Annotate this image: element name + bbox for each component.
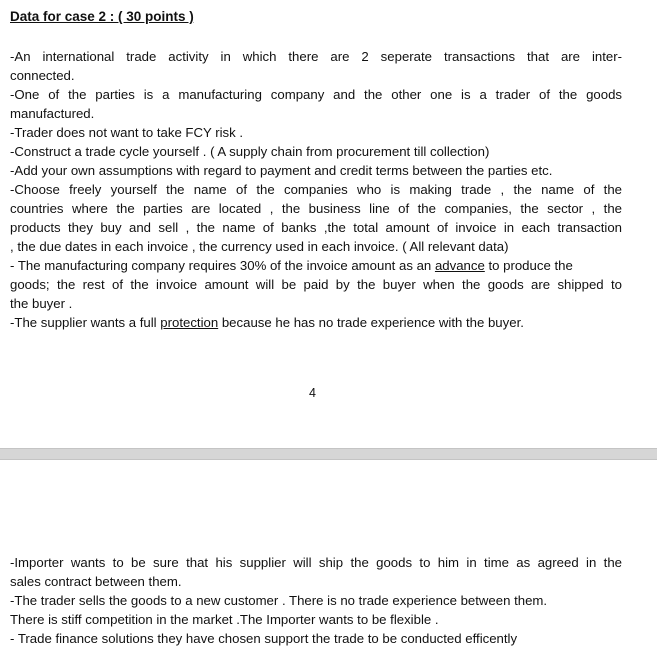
page-separator: [0, 448, 657, 460]
case-requirements-continued: [10, 553, 622, 648]
text-line: products they buy and sell , the name of banks ,the total amount of invoice in each transaction: [10, 220, 622, 235]
text-line: There is stiff competition in the market .The Importer wants to be flexible .: [10, 612, 439, 627]
text-segment: -The supplier wants a full: [10, 315, 161, 330]
document-page-bottom: [0, 460, 657, 665]
text-line: -An international trade activity in which there are 2 seperate transactions that are inter-: [10, 49, 622, 64]
protection-underlined-word: protection: [160, 315, 219, 330]
text-line: -The trader sells the goods to a new customer . There is no trade experience between them.: [10, 593, 548, 608]
text-line: goods; the rest of the invoice amount will be paid by the buyer when the goods are shipped to: [10, 277, 622, 292]
text-segment: - The manufacturing company requires 30% of the invoice amount as an: [10, 258, 435, 273]
text-line: connected.: [10, 68, 75, 83]
text-line: the buyer .: [10, 296, 73, 311]
text-line: , the due dates in each invoice , the currency used in each invoice. ( All relevant data): [10, 239, 509, 254]
text-line: -Choose freely yourself the name of the companies who is making trade , the name of the: [10, 182, 622, 197]
text-line: manufactured.: [10, 106, 95, 121]
case-heading: Data for case 2 : ( 30 points ): [10, 9, 194, 24]
text-line: -Add your own assumptions with regard to payment and credit terms between the parties etc.: [10, 163, 553, 178]
advance-underlined-word: advance: [434, 258, 485, 273]
text-line: -Trader does not want to take FCY risk .: [10, 125, 244, 140]
text-line: - Trade finance solutions they have chosen support the trade to be conducted efficently: [10, 631, 518, 646]
text-line: countries where the parties are located , the business line of the companies, the sector , the: [10, 201, 622, 216]
case-requirements-text: [10, 47, 622, 332]
text-line: -Construct a trade cycle yourself . ( A supply chain from procurement till collection): [10, 144, 490, 159]
text-segment: because he has no trade experience with the buyer.: [218, 315, 524, 330]
text-line: sales contract between them.: [10, 574, 182, 589]
text-segment: to produce the: [484, 258, 573, 273]
text-line: [10, 256, 622, 275]
page-number: 4: [309, 386, 316, 400]
text-line: [10, 313, 622, 332]
text-line: -One of the parties is a manufacturing company and the other one is a trader of the goods: [10, 87, 622, 102]
text-line: -Importer wants to be sure that his supplier will ship the goods to him in time as agreed in the: [10, 555, 622, 570]
